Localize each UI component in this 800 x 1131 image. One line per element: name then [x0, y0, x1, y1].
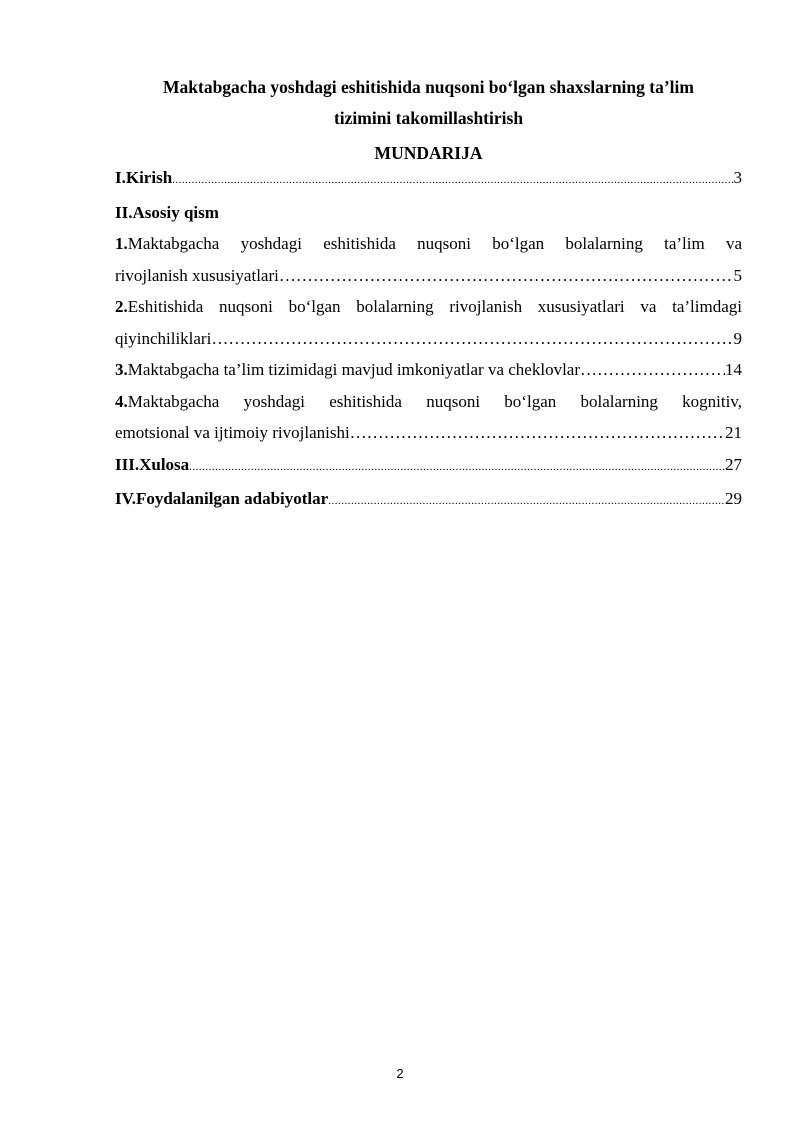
- toc-entry-references: [115, 483, 742, 518]
- toc-item-number: 2.: [115, 297, 128, 316]
- table-of-contents: [115, 162, 742, 518]
- toc-item-number: 3.: [115, 360, 128, 379]
- toc-entry-text: emotsional va ijtimoiy rivojlanishi: [115, 423, 350, 442]
- toc-entry-item-3: [115, 354, 742, 386]
- toc-page-number: 5: [733, 265, 742, 285]
- toc-page-number: 9: [733, 328, 742, 348]
- toc-entry-text: qiyinchiliklari: [115, 328, 212, 348]
- toc-entry-line: [115, 386, 742, 418]
- toc-entry-main-section: [115, 197, 742, 229]
- toc-entry-item-1: [115, 228, 742, 291]
- dot-leader: [172, 165, 733, 197]
- dot-leader: [328, 486, 725, 518]
- toc-page-number: 21: [725, 423, 742, 442]
- document-title: [115, 72, 742, 134]
- toc-page-number: 14: [725, 360, 742, 379]
- toc-entry-text: rivojlanish xususiyatlari: [115, 265, 279, 285]
- toc-entry-text: Maktabgacha yoshdagi eshitishida nuqsoni bo‘lgan bolalarning ta’lim va: [127, 234, 742, 253]
- toc-entry-line: [115, 323, 742, 355]
- dot-leader: [279, 260, 734, 292]
- toc-item-number: 1.: [115, 234, 128, 253]
- toc-page-number: 27: [725, 454, 742, 474]
- toc-heading: MUNDARIJA: [374, 143, 483, 163]
- toc-page-number: 3: [733, 168, 742, 187]
- toc-entry-text: Eshitishida nuqsoni bo‘lgan bolalarning rivojlanish xususiyatlari va ta’limdagi: [127, 297, 742, 316]
- toc-entry-label: IV.Foydalanilgan adabiyotlar: [115, 489, 329, 508]
- toc-entry-line: [115, 260, 742, 292]
- page-number: 2: [396, 1066, 404, 1081]
- toc-entry-intro: [115, 162, 742, 197]
- toc-entry-item-2: [115, 291, 742, 354]
- toc-entry-label: II.Asosiy qism: [115, 202, 219, 222]
- toc-entry-text: Maktabgacha yoshdagi eshitishida nuqsoni bo‘lgan bolalarning kognitiv,: [127, 391, 742, 411]
- toc-entry-text: Maktabgacha ta’lim tizimidagi mavjud imkoniyatlar va cheklovlar: [127, 360, 580, 379]
- toc-entry-conclusion: [115, 449, 742, 484]
- toc-item-number: 4.: [115, 391, 128, 411]
- dot-leader: [350, 417, 725, 449]
- dot-leader: [189, 452, 725, 484]
- toc-entry-line: [115, 291, 742, 323]
- toc-page-number: 29: [725, 489, 742, 508]
- dot-leader: [211, 323, 733, 355]
- title-line-2: tizimini takomillashtirish: [333, 108, 524, 128]
- toc-entry-line: [115, 417, 742, 449]
- toc-entry-line: [115, 228, 742, 260]
- toc-entry-label: III.Xulosa: [115, 454, 190, 474]
- dot-leader: [580, 354, 725, 386]
- toc-entry-item-4: [115, 386, 742, 449]
- toc-entry-label: I.Kirish: [115, 168, 173, 187]
- title-line-1: Maktabgacha yoshdagi eshitishida nuqsoni bo‘lgan shaxslarning ta’lim: [163, 77, 694, 97]
